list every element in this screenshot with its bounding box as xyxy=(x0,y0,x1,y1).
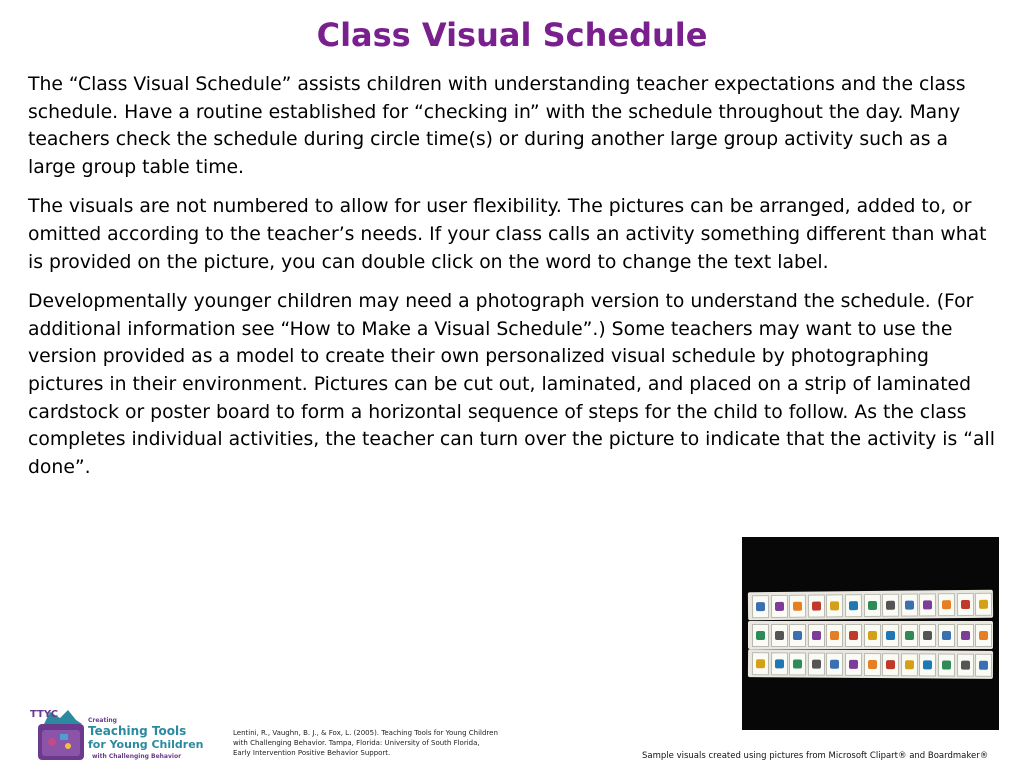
picture-symbol-icon xyxy=(868,601,877,610)
schedule-picture-card xyxy=(957,654,974,677)
picture-symbol-icon xyxy=(775,659,784,668)
picture-symbol-icon xyxy=(849,660,858,669)
schedule-picture-card xyxy=(938,593,955,616)
schedule-picture-card xyxy=(919,624,936,647)
schedule-picture-card xyxy=(919,593,936,616)
citation xyxy=(233,728,513,758)
schedule-picture-card xyxy=(826,653,843,676)
schedule-picture-card xyxy=(808,653,825,676)
schedule-picture-card xyxy=(901,624,918,647)
picture-symbol-icon xyxy=(886,601,895,610)
paragraph-intro: The “Class Visual Schedule” assists children with understanding teacher expectations and the class schedule. Have a routine established for “checking in” with the schedule throughout the day. Many teachers check the schedule during circle time(s) or during another large group activity such as a large group table time. xyxy=(28,74,966,178)
logo-line3: for Young Children xyxy=(88,738,204,751)
citation-line-3: Early Intervention Positive Behavior Support. xyxy=(233,749,391,757)
paragraph-flexibility: The visuals are not numbered to allow for user flexibility. The pictures can be arranged, added to, or omitted according to the teacher’s needs. If your class calls an activity something different than what is provided on the picture, you can double click on the word to change the text label. xyxy=(28,196,987,273)
picture-symbol-icon xyxy=(961,631,970,640)
citation-line-1: Lentini, R., Vaughn, B. J., & Fox, L. (2005). Teaching Tools for Young Children xyxy=(233,729,498,737)
schedule-strip-2 xyxy=(748,621,993,649)
schedule-strip-1 xyxy=(748,590,993,621)
schedule-picture-card xyxy=(975,593,992,616)
picture-symbol-icon xyxy=(812,660,821,669)
schedule-picture-card xyxy=(863,594,880,617)
logo-abbr: TTYC xyxy=(30,709,59,720)
picture-symbol-icon xyxy=(961,600,970,609)
schedule-picture-card xyxy=(789,595,806,618)
picture-symbol-icon xyxy=(923,600,932,609)
picture-symbol-icon xyxy=(812,631,821,640)
schedule-picture-card xyxy=(752,652,769,675)
picture-symbol-icon xyxy=(830,631,839,640)
schedule-picture-card xyxy=(882,624,899,647)
schedule-picture-card xyxy=(752,624,769,647)
schedule-picture-card xyxy=(882,594,899,617)
picture-symbol-icon xyxy=(868,660,877,669)
picture-symbol-icon xyxy=(905,601,914,610)
schedule-picture-card xyxy=(938,653,955,676)
schedule-picture-card xyxy=(752,595,769,618)
logo-line2: Teaching Tools xyxy=(88,724,187,738)
schedule-picture-card xyxy=(789,652,806,675)
schedule-picture-card xyxy=(771,652,788,675)
schedule-picture-card xyxy=(957,624,974,647)
schedule-picture-card xyxy=(770,595,787,618)
picture-symbol-icon xyxy=(942,600,951,609)
picture-symbol-icon xyxy=(961,661,970,670)
picture-symbol-icon xyxy=(775,602,784,611)
schedule-picture-card xyxy=(975,654,992,677)
schedule-picture-card xyxy=(901,594,918,617)
schedule-strip-3 xyxy=(748,649,993,679)
picture-symbol-icon xyxy=(793,659,802,668)
citation-line-2: with Challenging Behavior. Tampa, Florida: University of South Florida, xyxy=(233,739,480,747)
picture-symbol-icon xyxy=(830,660,839,669)
schedule-photo xyxy=(742,537,999,730)
schedule-picture-card xyxy=(864,624,881,647)
schedule-picture-card xyxy=(826,594,843,617)
schedule-picture-card xyxy=(808,594,825,617)
schedule-picture-card xyxy=(826,624,843,647)
picture-symbol-icon xyxy=(942,631,951,640)
picture-symbol-icon xyxy=(942,660,951,669)
schedule-picture-card xyxy=(771,624,788,647)
picture-symbol-icon xyxy=(979,631,988,640)
schedule-picture-card xyxy=(864,653,881,676)
picture-symbol-icon xyxy=(849,631,858,640)
ttyc-logo xyxy=(30,706,205,764)
picture-symbol-icon xyxy=(905,631,914,640)
schedule-picture-card xyxy=(845,594,862,617)
picture-symbol-icon xyxy=(793,602,802,611)
schedule-picture-card xyxy=(845,653,862,676)
schedule-picture-card xyxy=(956,593,973,616)
picture-symbol-icon xyxy=(849,601,858,610)
image-credit: Sample visuals created using pictures from Microsoft Clipart® and Boardmaker® xyxy=(642,751,989,761)
schedule-picture-card xyxy=(808,624,825,647)
paragraph-younger-children: Developmentally younger children may need a photograph version to understand the schedule. (For additional information see “How to Make a Visual Schedule”.) Some teachers may want to use the version provided as a model to create their own personalized visual schedule by photographing pictures in their environment. Pictures can be cut out, laminated, and placed on a strip of laminated cardstock or poster board to form a horizontal sequence of steps for the child to follow. As the class completes individual activities, the teacher can turn over the picture to indicate that the activity is “all done”. xyxy=(28,291,995,478)
picture-symbol-icon xyxy=(923,631,932,640)
logo-line4: with Challenging Behavior xyxy=(92,753,182,760)
picture-symbol-icon xyxy=(905,660,914,669)
ttyc-logo-graphic xyxy=(30,706,205,764)
picture-symbol-icon xyxy=(830,601,839,610)
picture-symbol-icon xyxy=(886,660,895,669)
picture-symbol-icon xyxy=(868,631,877,640)
logo-line1: Creating xyxy=(88,717,117,724)
picture-symbol-icon xyxy=(756,659,765,668)
body-text xyxy=(28,71,1000,493)
picture-symbol-icon xyxy=(756,631,765,640)
schedule-picture-card xyxy=(919,653,936,676)
picture-symbol-icon xyxy=(756,602,765,611)
picture-symbol-icon xyxy=(886,631,895,640)
picture-symbol-icon xyxy=(775,631,784,640)
schedule-picture-card xyxy=(789,624,806,647)
schedule-picture-card xyxy=(975,624,992,647)
picture-symbol-icon xyxy=(979,661,988,670)
picture-symbol-icon xyxy=(793,631,802,640)
schedule-picture-card xyxy=(845,624,862,647)
picture-symbol-icon xyxy=(979,600,988,609)
picture-symbol-icon xyxy=(812,602,821,611)
picture-symbol-icon xyxy=(923,660,932,669)
schedule-picture-card xyxy=(882,653,899,676)
schedule-picture-card xyxy=(938,624,955,647)
page-title: Class Visual Schedule xyxy=(316,16,708,54)
schedule-picture-card xyxy=(901,653,918,676)
